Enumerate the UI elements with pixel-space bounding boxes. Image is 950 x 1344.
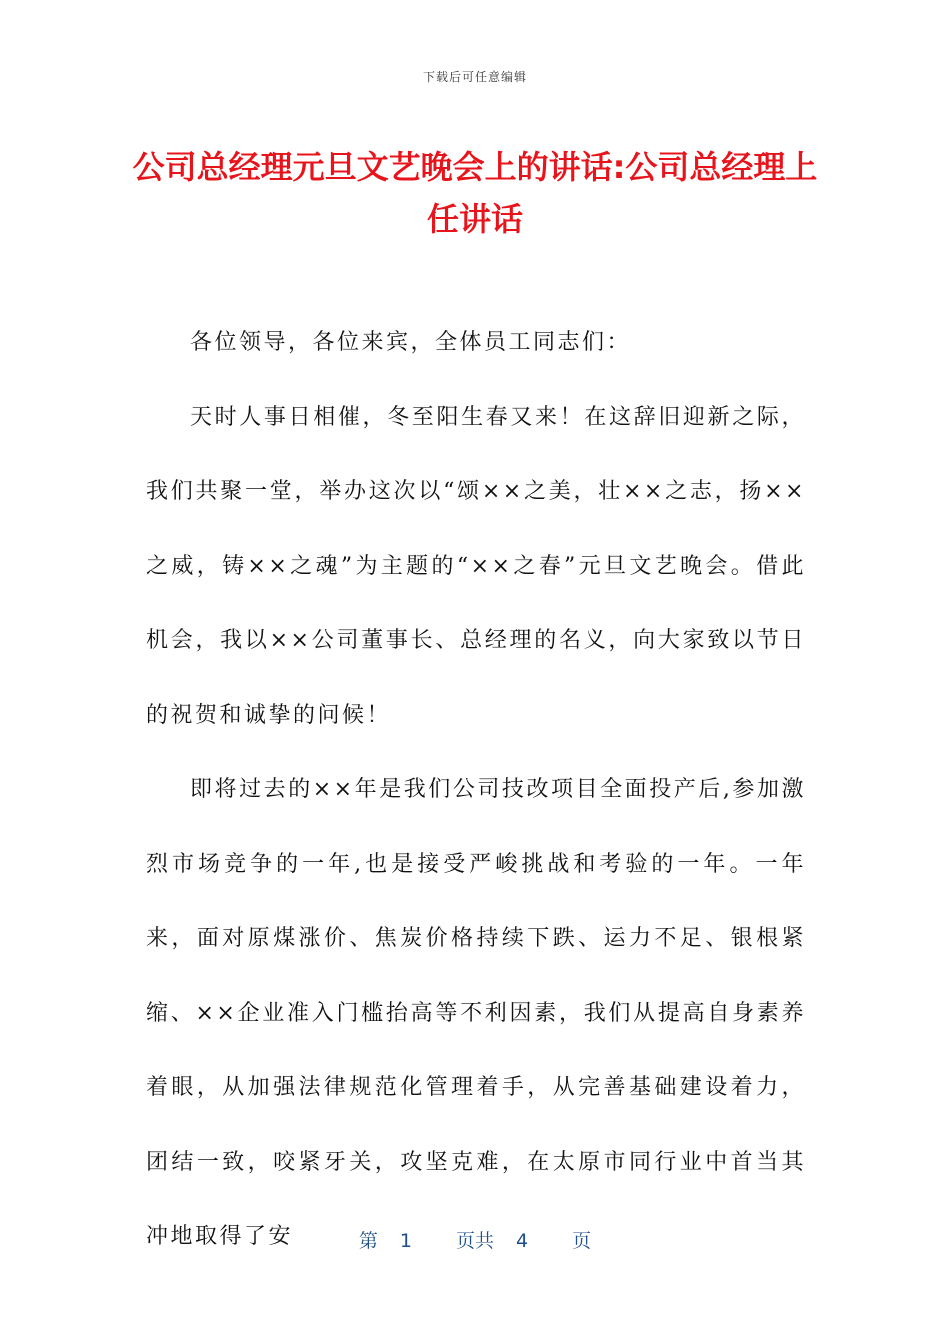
footer-prefix: 第 [358, 1230, 378, 1252]
document-body [146, 306, 806, 1275]
header-note: 下载后可任意编辑 [422, 70, 527, 84]
page-footer [0, 1226, 950, 1253]
footer-middle: 页共 [455, 1230, 494, 1252]
footer-total-pages: 4 [516, 1230, 529, 1252]
paragraph-greeting: 各位领导，各位来宾，全体员工同志们： [190, 330, 632, 355]
footer-page-number: 1 [399, 1230, 412, 1252]
paragraph-opening: 天时人事日相催，冬至阳生春又来！在这辞旧迎新之际，我们共聚一堂，举办这次以“颂××之美，壮××之志，扬××之威，铸××之魂”为主题的“××之春”元旦文艺晚会。借此机会，我以××公司董事长、总经理的名义，向大家致以节日的祝贺和诚挚的问候！ [146, 404, 806, 728]
paragraph-review: 即将过去的××年是我们公司技改项目全面投产后,参加激烈市场竞争的一年,也是接受严峻挑战和考验的一年。一年来，面对原煤涨价、焦炭价格持续下跌、运力不足、银根紧缩、××企业准入门槛抬高等不利因素，我们从提高自身素养着眼，从加强法律规范化管理着手，从完善基础建设着力，团结一致，咬紧牙关，攻坚克难，在太原市同行业中首当其冲地取得了安 [146, 777, 806, 1249]
document-title: 公司总经理元旦文艺晚会上的讲话:公司总经理上任讲话 [132, 148, 818, 238]
footer-suffix: 页 [572, 1230, 592, 1252]
